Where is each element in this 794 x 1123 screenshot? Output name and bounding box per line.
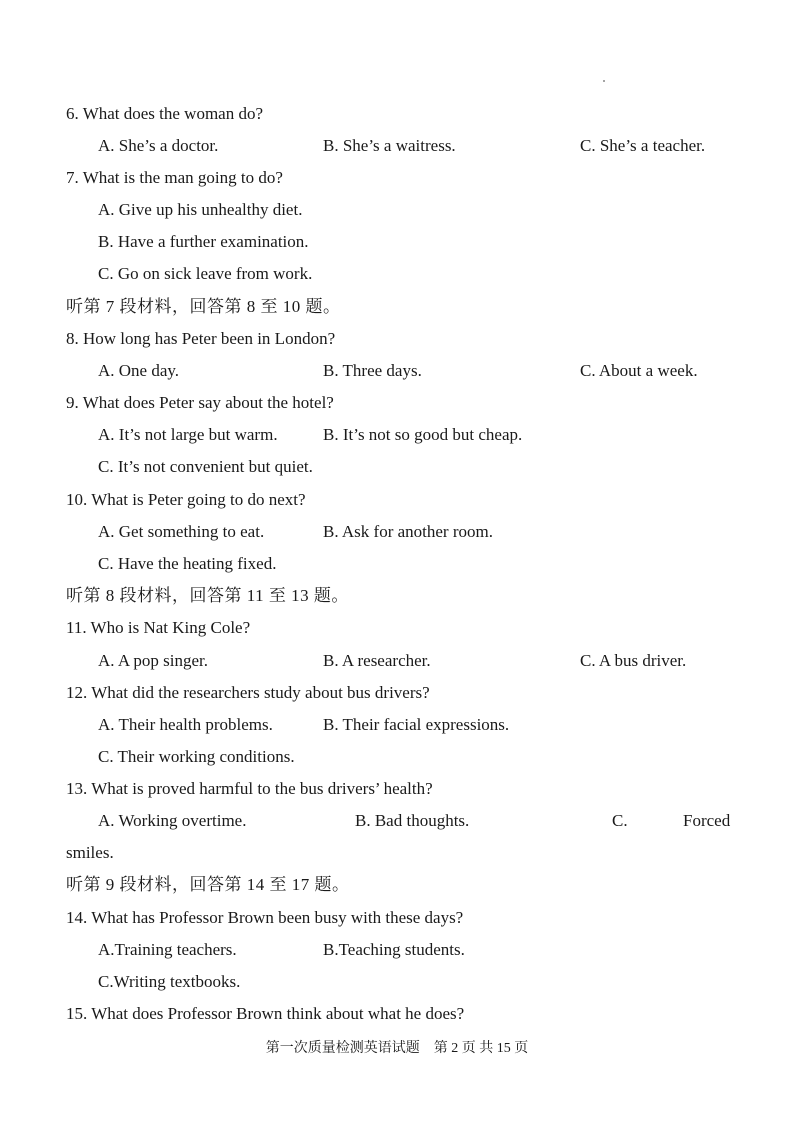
question-13: 13. What is proved harmful to the bus drivers’ health? <box>66 779 433 798</box>
question-6: 6. What does the woman do? <box>66 104 264 123</box>
question-12: 12. What did the researchers study about bus drivers? <box>66 683 430 702</box>
q9-option-b: B. It’s not so good but cheap. <box>323 425 523 444</box>
q6-option-b: B. She’s a waitress. <box>323 136 456 155</box>
question-11: 11. Who is Nat King Cole? <box>66 618 251 637</box>
q13-option-c-letter: C. <box>612 811 628 830</box>
q14-option-b: B.Teaching students. <box>323 940 465 959</box>
q10-option-c: C. Have the heating fixed. <box>98 554 277 573</box>
q14-option-a: A.Training teachers. <box>98 940 237 959</box>
q6-option-c: C. She’s a teacher. <box>580 136 706 155</box>
q11-option-c: C. A bus driver. <box>580 651 687 670</box>
question-9: 9. What does Peter say about the hotel? <box>66 393 334 412</box>
question-7: 7. What is the man going to do? <box>66 168 283 187</box>
q10-option-b: B. Ask for another room. <box>323 522 493 541</box>
q11-option-b: B. A researcher. <box>323 651 431 670</box>
q7-option-c: C. Go on sick leave from work. <box>98 264 313 283</box>
question-14: 14. What has Professor Brown been busy with these days? <box>66 908 464 927</box>
q14-option-c: C.Writing textbooks. <box>98 972 241 991</box>
q6-option-a: A. She’s a doctor. <box>98 136 219 155</box>
q7-option-a: A. Give up his unhealthy diet. <box>98 200 303 219</box>
q12-option-a: A. Their health problems. <box>98 715 273 734</box>
q9-option-a: A. It’s not large but warm. <box>98 425 278 444</box>
q13-option-a: A. Working overtime. <box>98 811 247 830</box>
q13-option-c-text: Forced <box>683 811 731 830</box>
q13-option-b: B. Bad thoughts. <box>355 811 470 830</box>
section-heading-8: 听第 8 段材料，回答第 11 至 13 题。 <box>66 586 349 605</box>
question-15: 15. What does Professor Brown think about what he does? <box>66 1004 465 1023</box>
q8-option-b: B. Three days. <box>323 361 422 380</box>
q8-option-a: A. One day. <box>98 361 180 380</box>
question-10: 10. What is Peter going to do next? <box>66 490 306 509</box>
section-heading-9: 听第 9 段材料，回答第 14 至 17 题。 <box>66 875 350 894</box>
q7-option-b: B. Have a further examination. <box>98 232 309 251</box>
q8-option-c: C. About a week. <box>580 361 698 380</box>
section-heading-7: 听第 7 段材料，回答第 8 至 10 题。 <box>66 297 341 316</box>
q11-option-a: A. A pop singer. <box>98 651 209 670</box>
scan-mark <box>603 80 605 82</box>
q12-option-b: B. Their facial expressions. <box>323 715 510 734</box>
q13-option-c-continued: smiles. <box>66 843 114 862</box>
q12-option-c: C. Their working conditions. <box>98 747 295 766</box>
question-8: 8. How long has Peter been in London? <box>66 329 336 348</box>
q10-option-a: A. Get something to eat. <box>98 522 265 541</box>
page-footer: 第一次质量检测英语试题 第 2 页 共 15 页 <box>265 1041 529 1056</box>
q9-option-c: C. It’s not convenient but quiet. <box>98 457 313 476</box>
